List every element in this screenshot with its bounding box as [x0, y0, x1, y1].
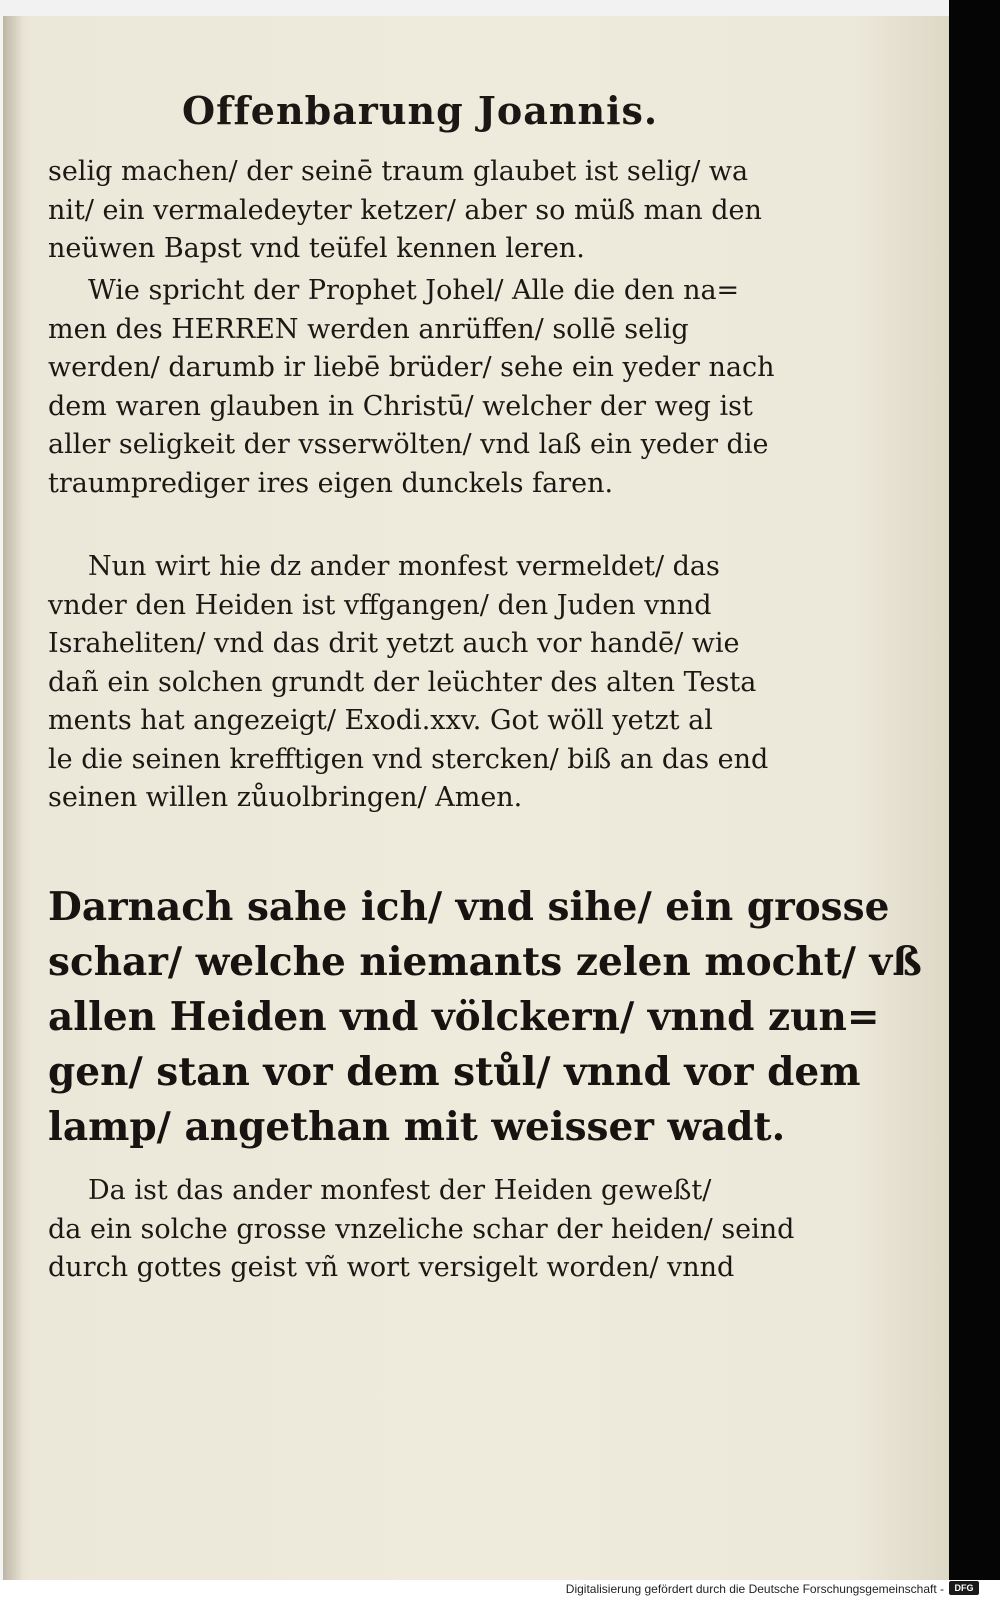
text-line: Wie spricht der Prophet Johel/ Alle die den na= — [88, 275, 740, 306]
scan-top-margin — [0, 0, 949, 16]
text-line: da ein solche grosse vnzeliche schar der heiden/ seind — [48, 1213, 795, 1245]
running-head: Offenbarung Joannis. — [182, 88, 659, 133]
verse-line: Darnach sahe ich/ vnd sihe/ ein grosse — [48, 884, 890, 930]
text-line: men des HERREN werden anrüffen/ sollē selig — [48, 313, 689, 345]
paragraph-1 — [48, 153, 808, 269]
gutter-shadow — [3, 16, 23, 1580]
paragraph-2 — [48, 272, 808, 503]
verse-line: lamp/ angethan mit weisser wadt. — [48, 1104, 786, 1150]
text-line: selig machen/ der seinē traum glaubet ist selig/ wa — [48, 156, 749, 187]
verse-line: schar/ welche niemants zelen mocht/ vß — [48, 939, 922, 985]
paragraph-3 — [48, 548, 808, 818]
closing-paragraph — [48, 1172, 808, 1288]
text-line: Da ist das ander monfest der Heiden geweßt/ — [88, 1175, 712, 1206]
text-line: vnder den Heiden ist vffgangen/ den Juden vnnd — [48, 589, 712, 621]
text-line: nit/ ein vermaledeyter ketzer/ aber so müß man den — [48, 194, 762, 226]
text-line: neüwen Bapst vnd teüfel kennen leren. — [48, 233, 585, 264]
text-line: dem waren glauben in Christū/ welcher der weg ist — [48, 390, 753, 422]
scripture-verse — [48, 880, 922, 1155]
text-line: dañ ein solchen grundt der leüchter des alten Testa — [48, 666, 757, 698]
verse-line: allen Heiden vnd völckern/ vnnd zun= — [48, 994, 880, 1040]
text-line: traumprediger ires eigen dunckels faren. — [48, 467, 614, 499]
dfg-logo-icon[interactable]: DFG — [949, 1581, 979, 1595]
text-line: durch gottes geist vñ wort versigelt worden/ vnnd — [48, 1252, 735, 1283]
page-edge-dark — [949, 0, 1000, 1580]
funding-credit: Digitalisierung gefördert durch die Deutsche Forschungsgemeinschaft - — [565, 1582, 944, 1596]
text-line: werden/ darumb ir liebē brüder/ sehe ein yeder nach — [48, 352, 775, 383]
text-line: Nun wirt hie dz ander monfest vermeldet/ das — [88, 551, 720, 582]
text-line: aller seligkeit der vsserwölten/ vnd laß ein yeder die — [48, 429, 769, 460]
text-line: le die seinen krefftigen vnd stercken/ biß an das end — [48, 743, 769, 775]
verse-line: gen/ stan vor dem stůl/ vnnd vor dem — [48, 1049, 861, 1095]
text-line: seinen willen zůuolbringen/ Amen. — [48, 782, 523, 813]
text-line: ments hat angezeigt/ Exodi.xxv. Got wöll yetzt al — [48, 705, 713, 736]
text-line: Israheliten/ vnd das drit yetzt auch vor handē/ wie — [48, 628, 740, 659]
